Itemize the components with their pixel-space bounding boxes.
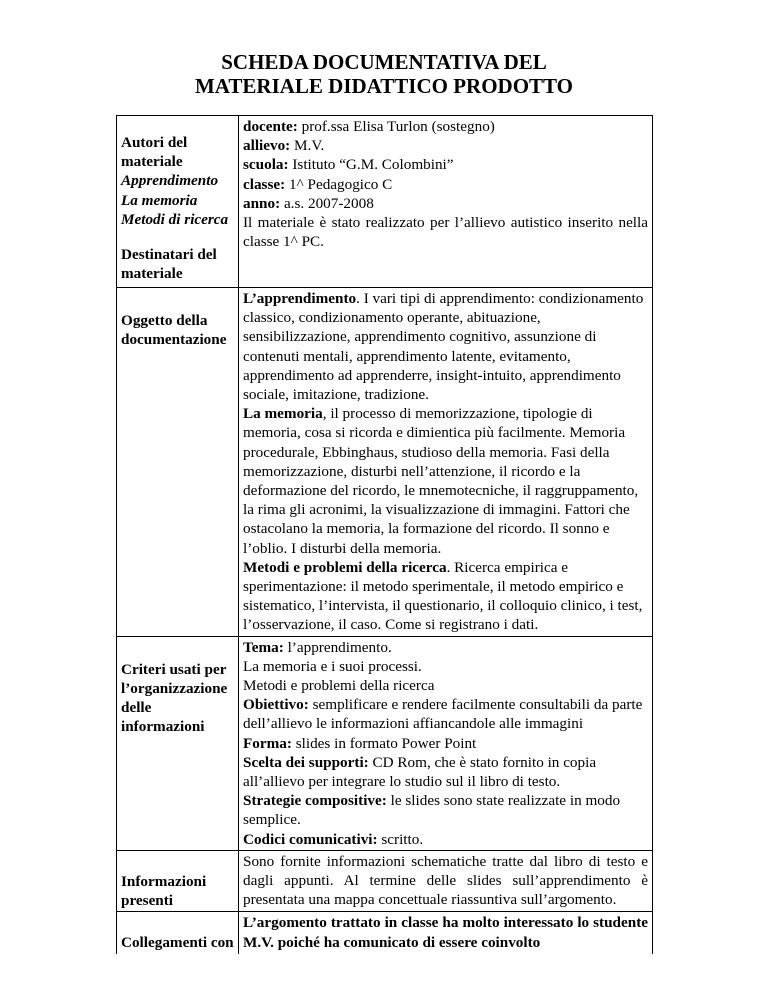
row-content-cell	[239, 636, 653, 850]
obiettivo-line: Obiettivo: semplificare e rendere facilmente consultabili da parte dell’allievo le informazioni affiancandole alle immagini	[243, 696, 643, 733]
table-row	[117, 288, 653, 637]
row-label-cell	[117, 116, 239, 288]
row-content-cell	[239, 116, 653, 288]
links-text: L’argomento trattato in classe ha molto interessato lo studente M.V. poiché ha comunicato di essere coinvolto	[243, 914, 648, 951]
anno-line: anno: a.s. 2007-2008	[243, 194, 374, 212]
paragraph-metodi: Metodi e problemi della ricerca. Ricerca empirica e sperimentazione: il metodo sperimentale, il metodo empirico e sistematico, l’intervista, il questionario, il colloquio clinico, i test, l’osservazione, il caso. Come si registrano i dati.	[243, 558, 643, 634]
material-note: Il materiale è stato realizzato per l’allievo autistico inserito nella classe 1^ PC.	[243, 214, 648, 251]
table-row	[117, 850, 653, 911]
row-content-cell	[239, 850, 653, 911]
supporti-line: Scelta dei supporti: CD Rom, che è stato fornito in copia all’allievo per integrare lo studio sul il libro di testo.	[243, 753, 597, 791]
paragraph-memoria: La memoria, il processo di memorizzazione, tipologie di memoria, cosa si ricorda e dimientica più facilmente. Memoria procedurale, Ebbinghaus, studioso della memoria. Fasi della memorizzazione, disturbi nell’attenzione, il ricordo e la deformazione del ricordo, le mnemotecniche, il raggruppamento, la rima gli acronimi, la visualizzazione di immagini. Fattori che ostacolano la memoria, la formazione del ricordo. Il sonno e l’oblio. I disturbi della memoria.	[243, 405, 639, 557]
topic-metodi: Metodi di ricerca	[121, 210, 229, 228]
docente-line: docente: prof.ssa Elisa Turlon (sostegno)	[243, 118, 495, 135]
object-label: Oggetto della documentazione	[121, 312, 227, 349]
title-line-2: MATERIALE DIDATTICO PRODOTTO	[194, 74, 574, 98]
table-row	[117, 116, 653, 288]
row-content-cell	[239, 912, 653, 954]
topic-memoria: La memoria	[121, 191, 198, 209]
row-label-cell	[117, 850, 239, 911]
title-line-1: SCHEDA DOCUMENTATIVA DEL	[221, 50, 547, 74]
documentation-table	[116, 115, 653, 954]
row-label-cell	[117, 636, 239, 850]
codici-line: Codici comunicativi: scritto.	[243, 830, 424, 848]
links-label: Collegamenti con	[121, 934, 234, 952]
table-row	[117, 912, 653, 954]
topic-apprendimento: Apprendimento	[121, 172, 219, 190]
info-label: Informazioni presenti	[121, 872, 207, 910]
paragraph-apprendimento: L’apprendimento. I vari tipi di apprendimento: condizionamento classico, condizionamento operante, abituazione, sensibilizzazione, apprendimento cognitivo, assunzione di contenuti mentali, apprendimento latente, evitamento, apprendimento ad apprenderre, insight-intuito, apprendimento sociale, imitazione, tradizione.	[243, 290, 644, 404]
info-text: Sono fornite informazioni schematiche tratte dal libro di testo e dagli appunti. Al termine delle slides sull’apprendimento è presentata una mappa concettuale riassuntiva sull’argomento.	[243, 852, 648, 909]
metodi-line: Metodi e problemi della ricerca	[243, 677, 435, 695]
authors-label: Autori del materiale	[121, 134, 188, 171]
criteria-label: Criteri usati per l’organizzazione delle informazioni	[121, 660, 228, 736]
classe-line: classe: 1^ Pedagogico C	[243, 175, 393, 193]
row-content-cell	[239, 288, 653, 637]
row-label-cell	[117, 288, 239, 637]
allievo-line: allievo: M.V.	[243, 137, 325, 155]
scuola-line: scuola: Istituto “G.M. Colombini”	[243, 156, 454, 174]
row-label-cell	[117, 912, 239, 954]
tema-line: Tema: l’apprendimento.	[243, 638, 392, 656]
table-row	[117, 636, 653, 850]
recipients-label: Destinatari del materiale	[121, 246, 217, 283]
document-title	[0, 50, 768, 98]
strategie-line: Strategie compositive: le slides sono state realizzate in modo semplice.	[243, 792, 621, 829]
forma-line: Forma: slides in formato Power Point	[243, 734, 477, 752]
memoria-line: La memoria e i suoi processi.	[243, 657, 422, 675]
